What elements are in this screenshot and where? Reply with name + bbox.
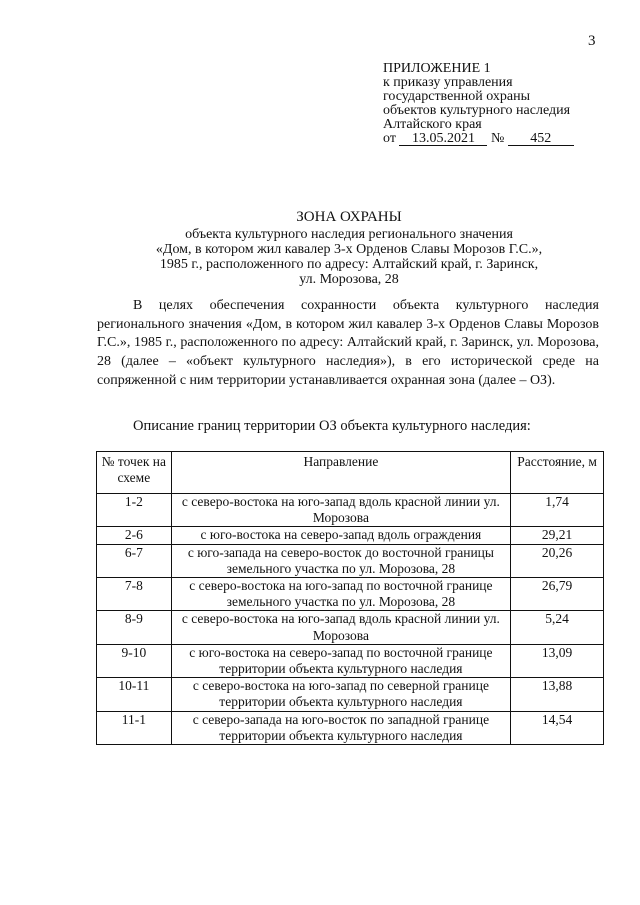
cell-direction: с северо-запада на юго-восток по западной границе территории объекта культурного наследия xyxy=(171,711,511,744)
cell-distance: 20,26 xyxy=(511,544,604,577)
page-number: 3 xyxy=(588,33,596,49)
intro-paragraph: В целях обеспечения сохранности объекта культурного наследия регионального значения «Дом, в котором жил кавалер 3-х Орденов Славы Морозов Г.С.», 1985 г., расположенного по адресу: Алтайский край, г. Заринск, ул. Морозова, 28 (далее – «объект культурного наследия»), в его исторической среде на сопряженной с ним территории устанавливается охранная зона (далее – ОЗ). xyxy=(97,298,599,388)
cell-points: 6-7 xyxy=(97,544,172,577)
table-row xyxy=(97,544,604,577)
appendix-line: объектов культурного наследия xyxy=(383,103,571,118)
cell-distance: 14,54 xyxy=(511,711,604,744)
document-title-block xyxy=(100,210,598,287)
header-points: № точек на схеме xyxy=(97,452,172,494)
cell-direction: с юго-востока на северо-запад вдоль ограждения xyxy=(171,527,511,544)
title-line: объекта культурного наследия регионального значения xyxy=(185,227,513,242)
cell-points: 7-8 xyxy=(97,578,172,611)
cell-distance: 5,24 xyxy=(511,611,604,644)
table-header-row xyxy=(97,452,604,494)
title-line: «Дом, в котором жил кавалер 3-х Орденов Славы Морозов Г.С.», xyxy=(155,242,543,257)
document-title: ЗОНА ОХРАНЫ xyxy=(296,209,402,225)
table-row xyxy=(97,578,604,611)
table-row xyxy=(97,527,604,544)
boundary-table xyxy=(96,451,604,745)
order-number: 452 xyxy=(508,132,574,146)
cell-distance: 13,09 xyxy=(511,644,604,677)
cell-distance: 29,21 xyxy=(511,527,604,544)
table-caption: Описание границ территории ОЗ объекта культурного наследия: xyxy=(133,418,531,434)
table-row xyxy=(97,644,604,677)
number-sign: № xyxy=(490,131,505,146)
cell-points: 11-1 xyxy=(97,711,172,744)
cell-points: 10-11 xyxy=(97,678,172,711)
appendix-line: к приказу управления xyxy=(383,75,513,90)
header-direction: Направление xyxy=(171,452,511,494)
cell-direction: с юго-запада на северо-восток до восточной границы земельного участка по ул. Морозова, 28 xyxy=(171,544,511,577)
date-prefix: от xyxy=(383,131,396,146)
appendix-header xyxy=(383,62,574,146)
appendix-title: ПРИЛОЖЕНИЕ 1 xyxy=(383,61,491,76)
cell-direction: с северо-востока на юго-запад по северной границе территории объекта культурного наследия xyxy=(171,678,511,711)
cell-direction: с северо-востока на юго-запад вдоль красной линии ул. Морозова xyxy=(171,611,511,644)
cell-direction: с северо-востока на юго-запад по восточной границе земельного участка по ул. Морозова, 28 xyxy=(171,578,511,611)
cell-points: 2-6 xyxy=(97,527,172,544)
appendix-date-line xyxy=(383,132,574,146)
cell-direction: с юго-востока на северо-запад по восточной границе территории объекта культурного наследия xyxy=(171,644,511,677)
appendix-line: Алтайского края xyxy=(383,117,482,132)
cell-direction: с северо-востока на юго-запад вдоль красной линии ул. Морозова xyxy=(171,494,511,527)
cell-distance: 26,79 xyxy=(511,578,604,611)
table-row xyxy=(97,494,604,527)
order-date: 13.05.2021 xyxy=(399,132,487,146)
cell-distance: 1,74 xyxy=(511,494,604,527)
cell-distance: 13,88 xyxy=(511,678,604,711)
appendix-line: государственной охраны xyxy=(383,89,531,104)
table-row xyxy=(97,678,604,711)
table-row xyxy=(97,711,604,744)
cell-points: 9-10 xyxy=(97,644,172,677)
table-row xyxy=(97,611,604,644)
header-distance: Расстояние, м xyxy=(511,452,604,494)
title-line: ул. Морозова, 28 xyxy=(299,272,399,287)
title-line: 1985 г., расположенного по адресу: Алтайский край, г. Заринск, xyxy=(159,257,539,272)
cell-points: 1-2 xyxy=(97,494,172,527)
cell-points: 8-9 xyxy=(97,611,172,644)
